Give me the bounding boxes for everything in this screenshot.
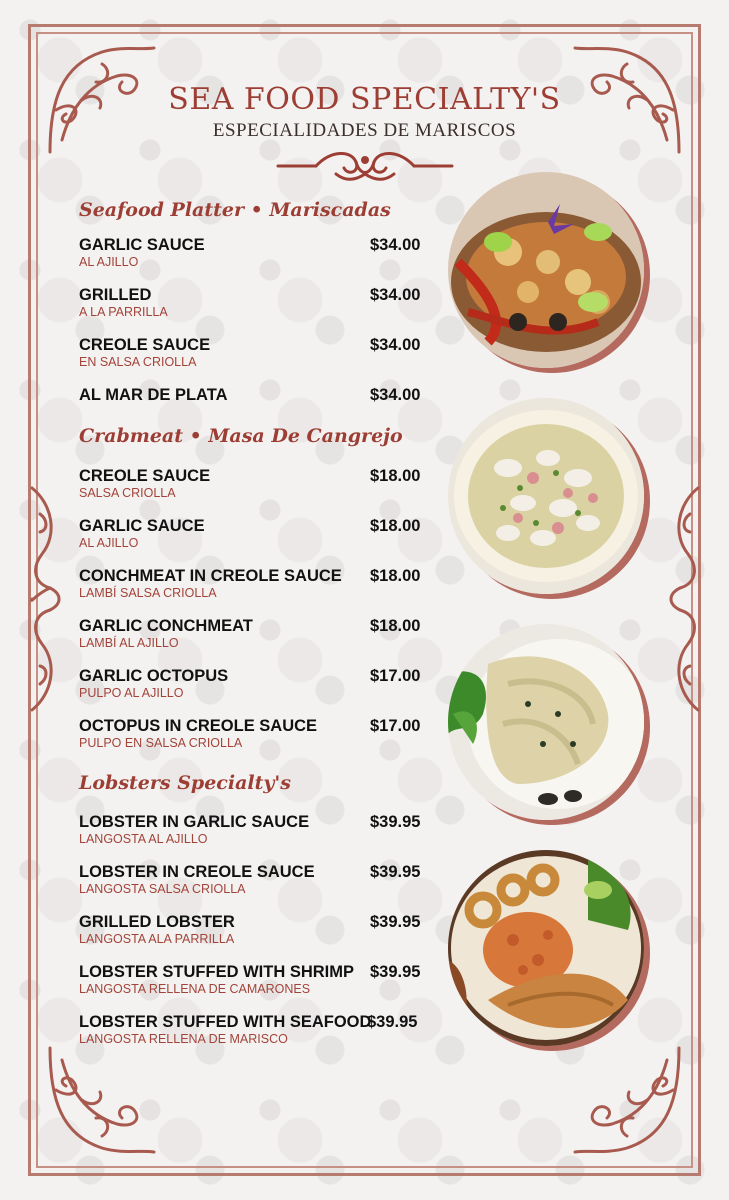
item-name: LOBSTER IN CREOLE SAUCE xyxy=(79,863,315,881)
item-name: GRILLED xyxy=(79,286,152,304)
header-flourish xyxy=(276,146,454,186)
item-spanish-name: LANGOSTA SALSA CRIOLLA xyxy=(79,882,246,896)
corner-ornament-bottom-left xyxy=(42,1040,162,1160)
menu-subtitle: ESPECIALIDADES DE MARISCOS xyxy=(212,120,517,141)
item-name: GARLIC SAUCE xyxy=(79,236,205,254)
item-spanish-name: LANGOSTA RELLENA DE CAMARONES xyxy=(79,982,311,996)
item-price: $34.00 xyxy=(370,336,421,354)
item-spanish-name: LANGOSTA AL AJILLO xyxy=(79,832,208,846)
item-name: CONCHMEAT IN CREOLE SAUCE xyxy=(79,567,342,585)
item-price: $39.95 xyxy=(370,963,421,981)
item-price: $18.00 xyxy=(370,517,421,535)
menu-item xyxy=(79,717,429,750)
item-spanish-name: PULPO AL AJILLO xyxy=(79,686,184,700)
item-spanish-name: LANGOSTA ALA PARRILLA xyxy=(79,932,235,946)
section-title-crabmeat: Crabmeat • Masa De Cangrejo xyxy=(79,425,403,447)
menu-item xyxy=(79,667,429,700)
menu-item xyxy=(79,517,429,550)
side-ornament-left xyxy=(22,484,68,714)
item-price: $18.00 xyxy=(370,617,421,635)
item-spanish-name: EN SALSA CRIOLLA xyxy=(79,355,197,369)
item-name: GARLIC SAUCE xyxy=(79,517,205,535)
menu-item xyxy=(79,863,429,896)
item-name: OCTOPUS IN CREOLE SAUCE xyxy=(79,717,318,735)
fried-combo-photo xyxy=(448,850,644,1046)
menu-item xyxy=(79,336,429,369)
menu-item xyxy=(79,1013,429,1046)
menu-item xyxy=(79,467,429,500)
item-name: CREOLE SAUCE xyxy=(79,336,211,354)
item-spanish-name: AL AJILLO xyxy=(79,536,139,550)
menu-item xyxy=(79,236,429,269)
section-title-lobsters: Lobsters Specialty's xyxy=(79,772,291,794)
menu-item xyxy=(79,617,429,650)
item-price: $34.00 xyxy=(370,236,421,254)
item-price: $17.00 xyxy=(370,717,421,735)
menu-item xyxy=(79,286,429,319)
menu-item xyxy=(79,913,429,946)
item-spanish-name: AL AJILLO xyxy=(79,255,139,269)
item-price: $39.95 xyxy=(367,1013,418,1031)
section-title-seafood-platter: Seafood Platter • Mariscadas xyxy=(79,199,391,221)
creamy-fish-photo xyxy=(448,624,644,820)
item-price: $17.00 xyxy=(370,667,421,685)
item-name: LOBSTER STUFFED WITH SEAFOOD xyxy=(79,1013,372,1031)
item-name: GARLIC CONCHMEAT xyxy=(79,617,253,635)
seafood-platter-photo xyxy=(448,172,644,368)
item-spanish-name: A LA PARRILLA xyxy=(79,305,168,319)
item-price: $39.95 xyxy=(370,813,421,831)
item-price: $18.00 xyxy=(370,467,421,485)
menu-item xyxy=(79,963,429,996)
item-name: CREOLE SAUCE xyxy=(79,467,211,485)
item-spanish-name: SALSA CRIOLLA xyxy=(79,486,176,500)
menu-item xyxy=(79,813,429,846)
menu-title: SEA FOOD SPECIALTY'S xyxy=(168,82,561,117)
item-spanish-name: PULPO EN SALSA CRIOLLA xyxy=(79,736,243,750)
item-spanish-name: LAMBÍ AL AJILLO xyxy=(79,636,179,650)
item-price: $18.00 xyxy=(370,567,421,585)
item-spanish-name: LANGOSTA RELLENA DE MARISCO xyxy=(79,1032,288,1046)
menu-item xyxy=(79,567,429,600)
item-name: GARLIC OCTOPUS xyxy=(79,667,229,685)
corner-ornament-bottom-right xyxy=(567,1040,687,1160)
item-name: LOBSTER IN GARLIC SAUCE xyxy=(79,813,310,831)
item-price: $39.95 xyxy=(370,863,421,881)
item-price: $34.00 xyxy=(370,386,421,404)
item-spanish-name: LAMBÍ SALSA CRIOLLA xyxy=(79,586,217,600)
menu-item xyxy=(79,386,429,405)
ceviche-photo xyxy=(448,398,644,594)
item-name: LOBSTER STUFFED WITH SHRIMP xyxy=(79,963,354,981)
item-price: $34.00 xyxy=(370,286,421,304)
item-name: GRILLED LOBSTER xyxy=(79,913,235,931)
side-ornament-right xyxy=(662,484,708,714)
item-name: AL MAR DE PLATA xyxy=(79,386,228,404)
item-price: $39.95 xyxy=(370,913,421,931)
